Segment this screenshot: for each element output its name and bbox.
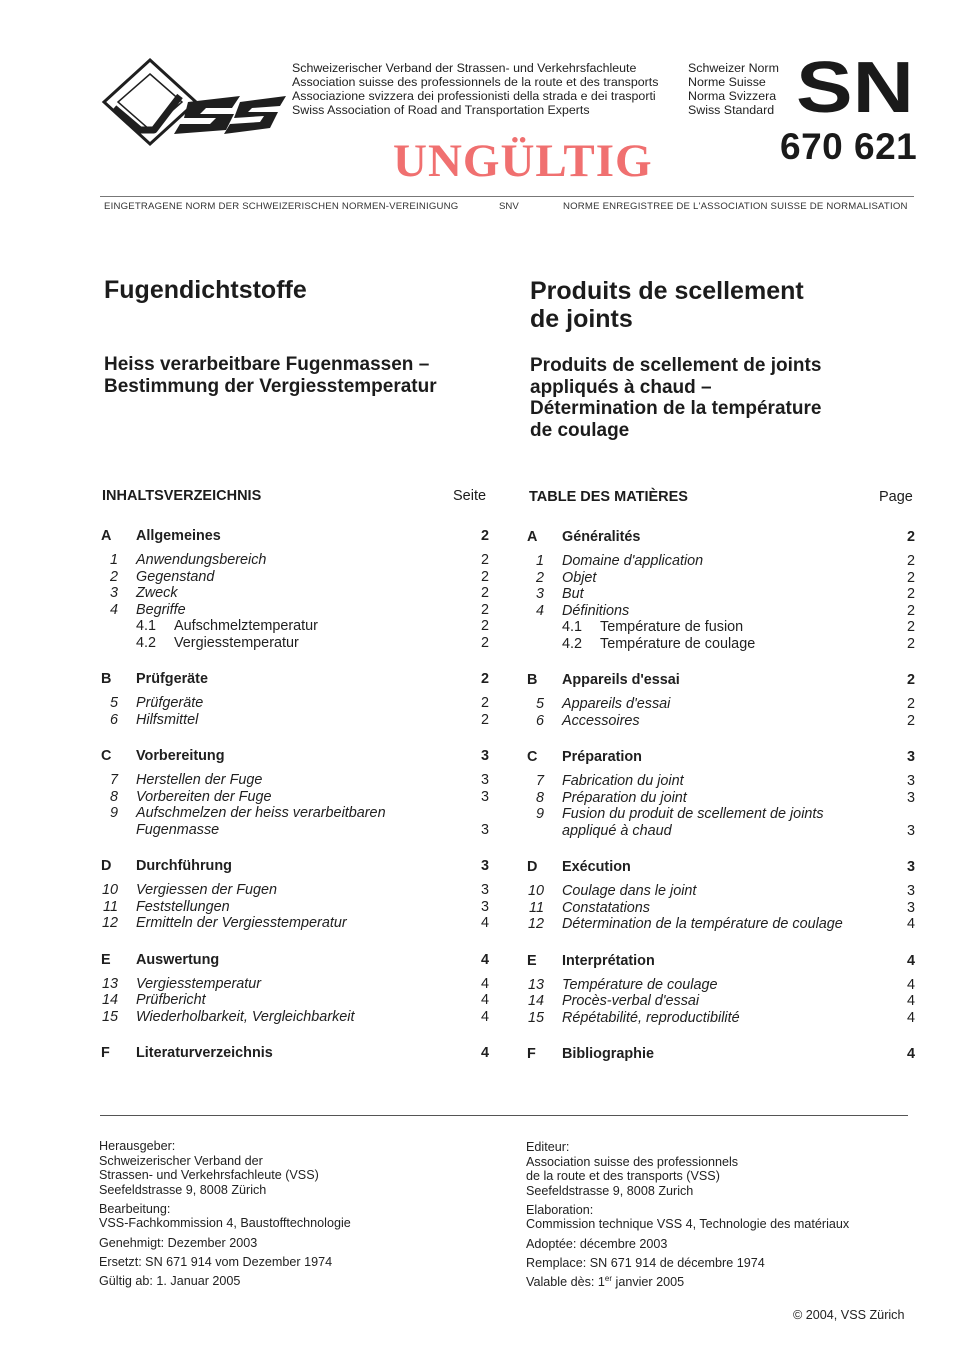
entry-page: 3 — [480, 898, 489, 915]
entry-number: 5 — [109, 695, 118, 711]
toc-entry — [527, 553, 915, 570]
entry-page: 4 — [906, 1009, 915, 1026]
toc-section — [101, 858, 489, 932]
section-letter: C — [101, 748, 112, 764]
subtitle-fr-line: de coulage — [530, 419, 630, 441]
entry-number: 15 — [101, 1008, 118, 1025]
entry-number: 1 — [109, 552, 118, 568]
toc-entry — [527, 823, 915, 840]
header-rule — [100, 196, 914, 197]
entry-page: 2 — [906, 553, 915, 569]
entry-number: 13 — [101, 975, 118, 992]
entry-number: 14 — [101, 992, 118, 1008]
entry-number: 3 — [109, 585, 118, 601]
entry-label: Procès-verbal d'essai — [562, 993, 700, 1009]
section-page: 3 — [480, 858, 489, 874]
section-letter: F — [101, 1045, 110, 1061]
entry-page: 2 — [906, 569, 915, 586]
entry-page: 2 — [480, 552, 489, 568]
toc-section-heading — [101, 858, 489, 875]
entry-label: But — [562, 586, 584, 602]
toc-entry — [527, 900, 915, 917]
norm-line: Schweizer Norm — [688, 61, 779, 75]
elaboration-line: Commission technique VSS 4, Technologie des matériaux — [526, 1217, 850, 1232]
entry-number: 12 — [527, 916, 544, 932]
section-letter: D — [101, 858, 112, 874]
replaces-note-fr: Remplace: SN 671 914 de décembre 1974 — [526, 1255, 765, 1270]
toc-section — [101, 1045, 489, 1062]
elaboration-line: Elaboration: — [526, 1202, 594, 1217]
toc-entry — [527, 636, 915, 653]
toc-entry — [101, 618, 489, 635]
entry-number: 7 — [109, 772, 118, 788]
publisher-line: de la route et des transports (VSS) — [526, 1169, 720, 1184]
entry-page: 2 — [480, 634, 489, 651]
entry-label: Prüfgeräte — [136, 695, 204, 711]
entry-label: Constatations — [562, 899, 650, 916]
entry-label: Température de fusion — [600, 619, 744, 635]
org-line: Associazione svizzera dei professionisti della strada e dei trasporti — [292, 89, 656, 103]
entry-page: 4 — [480, 975, 489, 992]
toc-entry — [101, 789, 489, 806]
entry-page: 3 — [906, 789, 915, 806]
entry-label: Aufschmelzen der heiss verarbeitbaren — [136, 805, 386, 821]
toc-entry — [527, 883, 915, 900]
section-letter: D — [527, 859, 538, 875]
entry-label: Wiederholbarkeit, Vergleichbarkeit — [136, 1008, 355, 1025]
vss-logo — [100, 56, 288, 148]
publication-info-de — [99, 1139, 351, 1293]
entry-page: 2 — [480, 618, 489, 634]
publisher-line: Herausgeber: — [99, 1139, 176, 1153]
entry-number: 11 — [529, 899, 544, 916]
toc-entry — [101, 1009, 489, 1026]
entry-number: 8 — [535, 789, 544, 806]
toc-entry — [527, 696, 915, 713]
toc-section-heading — [101, 748, 489, 765]
entry-page: 2 — [480, 601, 489, 618]
subtitle-fr-line: Produits de scellement de joints — [530, 355, 822, 376]
section-letter: A — [101, 528, 112, 544]
entry-label: Fusion du produit de scellement de joints — [562, 806, 824, 822]
toc-entry — [101, 915, 489, 932]
section-letter: B — [527, 672, 538, 688]
title-fr-line: Produits de scellement — [530, 277, 804, 305]
entry-label: Herstellen der Fuge — [136, 772, 263, 788]
entry-label: Fugenmasse — [136, 821, 220, 838]
entry-page: 4 — [906, 993, 915, 1009]
toc-entry — [101, 882, 489, 899]
toc-section-heading — [527, 953, 915, 970]
entry-number: 4.2 — [136, 634, 157, 651]
entry-number: 14 — [527, 993, 544, 1009]
entry-label: Répétabilité, reproductibilité — [562, 1009, 740, 1026]
toc-section-heading — [527, 859, 915, 876]
entry-page: 3 — [480, 788, 489, 805]
entry-page: 2 — [906, 712, 915, 729]
org-line: Association suisse des professionnels de la route et des transports — [292, 75, 659, 89]
entry-label: Hilfsmittel — [136, 711, 199, 728]
section-letter: C — [527, 749, 538, 765]
section-title: Vorbereitung — [136, 748, 225, 764]
entry-page: 2 — [480, 711, 489, 728]
toc-section — [101, 671, 489, 728]
entry-label: Zweck — [136, 585, 178, 601]
toc-section — [527, 529, 915, 652]
section-letter: F — [527, 1046, 536, 1062]
norm-line: Norme Suisse — [688, 75, 766, 89]
toc-section — [101, 748, 489, 838]
entry-page: 2 — [480, 695, 489, 711]
entry-page: 2 — [480, 585, 489, 601]
subtitle-de — [104, 354, 437, 397]
entry-page: 2 — [906, 619, 915, 635]
section-page: 4 — [906, 952, 915, 969]
toc-entry — [527, 806, 915, 823]
elaboration-block-de — [99, 1202, 351, 1231]
approved-date-fr: Adoptée: décembre 2003 — [526, 1236, 668, 1251]
entry-number: 12 — [101, 915, 118, 931]
toc-section — [101, 952, 489, 1026]
entry-label: Détermination de la température de coulage — [562, 916, 843, 932]
entry-number: 9 — [109, 805, 118, 821]
toc-entry — [101, 569, 489, 586]
toc-entry — [101, 772, 489, 789]
elaboration-line: Bearbeitung: — [99, 1201, 171, 1216]
valid-from-fr-sup: er — [604, 1273, 613, 1283]
entry-number: 15 — [527, 1009, 544, 1026]
toc-section — [527, 672, 915, 729]
entry-number: 2 — [535, 569, 544, 586]
toc-entry — [101, 976, 489, 993]
entry-label: appliqué à chaud — [562, 822, 672, 839]
entry-page: 4 — [480, 992, 489, 1008]
section-title: Appareils d'essai — [562, 672, 680, 688]
entry-label: Appareils d'essai — [562, 696, 671, 712]
toc-entry — [101, 635, 489, 652]
section-title: Généralités — [562, 529, 641, 545]
entry-number: 4 — [535, 602, 544, 619]
toc-section-heading — [101, 1045, 489, 1062]
toc-entry — [101, 602, 489, 619]
entry-number: 8 — [109, 788, 118, 805]
toc-section-heading — [101, 528, 489, 545]
entry-label: Ermitteln der Vergiesstemperatur — [136, 915, 347, 931]
approved-date-de: Genehmigt: Dezember 2003 — [99, 1235, 258, 1250]
entry-label: Coulage dans le joint — [562, 883, 697, 899]
publisher-line: Editeur: — [526, 1140, 570, 1154]
entry-label: Préparation du joint — [562, 789, 687, 806]
subtitle-fr-line: appliqués à chaud – — [530, 376, 712, 398]
section-page: 2 — [480, 528, 489, 544]
section-title: Bibliographie — [562, 1046, 654, 1062]
entry-label: Objet — [562, 569, 597, 586]
toc-entry — [101, 992, 489, 1009]
toc-entry — [527, 1010, 915, 1027]
entry-label: Begriffe — [136, 601, 186, 618]
org-line: Schweizerischer Verband der Strassen- und Verkehrsfachleute — [292, 61, 637, 75]
toc-section-heading — [527, 749, 915, 766]
registry-note-de: EINGETRAGENE NORM DER SCHWEIZERISCHEN NORMEN-VEREINIGUNG — [104, 201, 459, 212]
toc-entry — [101, 552, 489, 569]
toc-section-heading — [527, 529, 915, 546]
entry-label: Vorbereiten der Fuge — [136, 788, 272, 805]
entry-number: 4.1 — [562, 619, 583, 635]
entry-number: 1 — [535, 553, 544, 569]
entry-label: Feststellungen — [136, 898, 230, 915]
elaboration-line: VSS-Fachkommission 4, Baustofftechnologie — [99, 1216, 351, 1231]
registry-note-fr: NORME ENREGISTREE DE L'ASSOCIATION SUISSE DE NORMALISATION — [563, 201, 908, 212]
section-page: 3 — [906, 859, 915, 875]
sn-logo-mark — [796, 58, 916, 116]
section-page: 2 — [480, 671, 489, 687]
entry-page: 3 — [906, 883, 915, 899]
toc-heading-de: INHALTSVERZEICHNIS — [102, 488, 262, 504]
title-de — [104, 276, 307, 304]
section-letter: E — [527, 952, 537, 969]
section-letter: E — [101, 951, 111, 968]
table-of-contents-fr — [527, 529, 915, 1083]
entry-number: 4.2 — [562, 635, 583, 652]
publication-info-fr — [526, 1140, 849, 1294]
entry-label: Domaine d'application — [562, 553, 704, 569]
toc-entry — [101, 822, 489, 839]
entry-page: 4 — [906, 916, 915, 932]
entry-page: 4 — [480, 915, 489, 931]
entry-number: 4 — [109, 601, 118, 618]
entry-page: 2 — [906, 696, 915, 712]
entry-label: Température de coulage — [562, 976, 718, 993]
section-title: Literaturverzeichnis — [136, 1045, 273, 1061]
entry-page: 3 — [906, 822, 915, 839]
entry-page: 3 — [480, 772, 489, 788]
publisher-block-fr — [526, 1140, 849, 1198]
sn-logo-text: SN — [796, 58, 914, 116]
table-of-contents-de — [101, 528, 489, 1082]
toc-page-heading-de: Seite — [453, 488, 487, 504]
entry-page: 2 — [906, 635, 915, 652]
toc-section-heading — [527, 1046, 915, 1063]
title-fr — [530, 277, 804, 333]
entry-label: Aufschmelztemperatur — [174, 618, 318, 634]
entry-label: Fabrication du joint — [562, 773, 684, 789]
replaces-note-de: Ersetzt: SN 671 914 vom Dezember 1974 — [99, 1254, 333, 1269]
entry-number: 6 — [535, 712, 544, 729]
norm-line: Swiss Standard — [688, 103, 775, 117]
entry-label: Vergiesstemperatur — [174, 634, 299, 651]
entry-label: Accessoires — [562, 712, 640, 729]
toc-entry — [527, 619, 915, 636]
section-title: Durchführung — [136, 858, 232, 874]
entry-number: 10 — [527, 883, 544, 899]
copyright: © 2004, VSS Zürich — [793, 1308, 905, 1322]
section-title: Auswertung — [136, 951, 220, 968]
toc-entry — [527, 916, 915, 933]
valid-from-fr — [526, 1275, 849, 1290]
association-names — [292, 61, 658, 117]
section-letter: A — [527, 529, 538, 545]
toc-section-heading — [101, 952, 489, 969]
publisher-block-de — [99, 1139, 351, 1197]
standard-number: 670 621 — [780, 126, 918, 167]
toc-entry — [101, 805, 489, 822]
entry-label: Anwendungsbereich — [136, 552, 267, 568]
toc-section-heading — [101, 671, 489, 688]
elaboration-block-fr — [526, 1203, 849, 1232]
entry-number: 5 — [535, 696, 544, 712]
toc-entry — [527, 586, 915, 603]
section-letter: B — [101, 671, 112, 687]
toc-entry — [101, 585, 489, 602]
toc-page-heading-fr: Page — [879, 489, 913, 505]
entry-number: 7 — [535, 773, 544, 789]
entry-label: Prüfbericht — [136, 992, 206, 1008]
toc-section — [527, 1046, 915, 1063]
toc-entry — [527, 993, 915, 1010]
section-page: 3 — [480, 748, 489, 764]
entry-page: 4 — [906, 976, 915, 993]
entry-page: 2 — [906, 602, 915, 619]
toc-entry — [101, 899, 489, 916]
footer-rule — [100, 1115, 908, 1116]
title-de-line: Fugendichtstoffe — [104, 276, 307, 304]
toc-entry — [527, 713, 915, 730]
entry-page: 3 — [480, 821, 489, 838]
toc-entry — [101, 712, 489, 729]
toc-entry — [527, 603, 915, 620]
section-page: 4 — [906, 1046, 915, 1062]
toc-section — [527, 859, 915, 933]
entry-page: 3 — [906, 773, 915, 789]
subtitle-fr-line: Détermination de la température — [530, 398, 822, 419]
toc-section-heading — [527, 672, 915, 689]
entry-page: 4 — [480, 1008, 489, 1025]
valid-from-fr-suffix: janvier 2005 — [612, 1274, 685, 1289]
toc-entry — [527, 790, 915, 807]
section-title: Allgemeines — [136, 528, 221, 544]
entry-number: 11 — [103, 898, 118, 915]
toc-section — [527, 953, 915, 1027]
section-title: Exécution — [562, 859, 631, 875]
section-title: Préparation — [562, 749, 642, 765]
section-page: 3 — [906, 749, 915, 765]
section-page: 4 — [480, 1045, 489, 1061]
publisher-line: Association suisse des professionnels — [526, 1154, 739, 1169]
entry-number: 9 — [535, 806, 544, 822]
subtitle-de-line: Bestimmung der Vergiesstemperatur — [104, 375, 437, 397]
title-fr-line: de joints — [530, 305, 633, 333]
norm-type-lines — [688, 61, 779, 117]
toc-entry — [101, 695, 489, 712]
valid-from-fr-prefix: Valable dès: 1 — [526, 1274, 605, 1289]
section-page: 2 — [906, 672, 915, 688]
publisher-line: Seefeldstrasse 9, 8008 Zürich — [99, 1182, 267, 1197]
toc-heading-fr: TABLE DES MATIÈRES — [529, 489, 688, 505]
section-page: 2 — [906, 529, 915, 545]
toc-section — [527, 749, 915, 839]
section-title: Interprétation — [562, 952, 655, 969]
toc-entry — [527, 977, 915, 994]
entry-page: 3 — [906, 899, 915, 916]
entry-number: 10 — [101, 882, 118, 898]
entry-number: 2 — [109, 568, 118, 585]
norm-line: Norma Svizzera — [688, 89, 777, 103]
registry-note-snv: SNV — [499, 201, 519, 212]
publisher-line: Seefeldstrasse 9, 8008 Zurich — [526, 1183, 694, 1198]
invalid-stamp: UNGÜLTIG — [393, 135, 653, 187]
section-title: Prüfgeräte — [136, 671, 208, 687]
publisher-line: Schweizerischer Verband der — [99, 1153, 263, 1168]
entry-label: Température de coulage — [600, 635, 756, 652]
entry-label: Gegenstand — [136, 568, 215, 585]
entry-label: Vergiessen der Fugen — [136, 882, 278, 898]
entry-page: 2 — [906, 586, 915, 602]
entry-number: 6 — [109, 711, 118, 728]
publisher-line: Strassen- und Verkehrsfachleute (VSS) — [99, 1168, 319, 1183]
toc-entry — [527, 570, 915, 587]
entry-number: 13 — [527, 976, 544, 993]
entry-page: 3 — [480, 882, 489, 898]
subtitle-fr — [530, 355, 821, 441]
section-page: 4 — [480, 951, 489, 968]
org-line: Swiss Association of Road and Transportation Experts — [292, 103, 590, 117]
entry-number: 3 — [535, 586, 544, 602]
toc-entry — [527, 773, 915, 790]
entry-number: 4.1 — [136, 618, 157, 634]
entry-label: Vergiesstemperatur — [136, 975, 262, 992]
valid-from-de: Gültig ab: 1. Januar 2005 — [99, 1273, 241, 1288]
entry-page: 2 — [480, 568, 489, 585]
entry-label: Définitions — [562, 602, 630, 619]
toc-section — [101, 528, 489, 651]
subtitle-de-line: Heiss verarbeitbare Fugenmassen – — [104, 354, 430, 375]
